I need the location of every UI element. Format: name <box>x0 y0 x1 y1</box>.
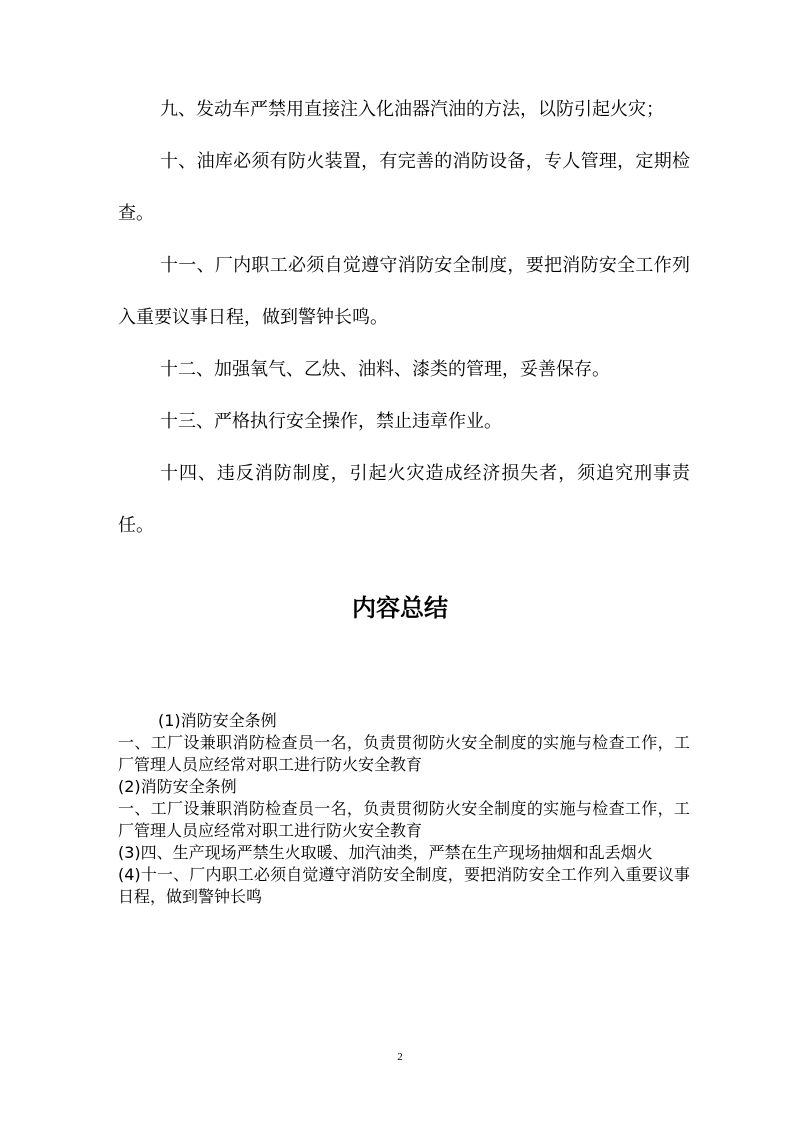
summary-item: (2)消防安全条例 <box>118 777 237 796</box>
summary-item: (1)消防安全条例 <box>158 711 277 730</box>
summary-item: 一、工厂设兼职消防检查员一名，负责贯彻防火安全制度的实施与检查工作，工厂管理人员应经常对职工进行防火安全教育 <box>118 733 690 774</box>
summary-item: 一、工厂设兼职消防检查员一名，负责贯彻防火安全制度的实施与检查工作，工厂管理人员应经常对职工进行防火安全教育 <box>118 799 690 840</box>
page-number: 2 <box>397 1051 403 1063</box>
rule-14: 十四、违反消防制度，引起火灾造成经济损失者，须追究刑事责任。 <box>118 463 690 536</box>
summary-item: (3)四、生产现场严禁生火取暖、加汽油类，严禁在生产现场抽烟和乱丢烟火 <box>118 843 653 862</box>
rule-12: 十二、加强氧气、乙炔、油料、漆类的管理，妥善保存。 <box>160 359 610 380</box>
summary-item: (4)十一、厂内职工必须自觉遵守消防安全制度，要把消防安全工作列入重要议事日程，做到警钟长鸣 <box>118 865 690 906</box>
rule-9: 九、发动车严禁用直接注入化油器汽油的方法，以防引起火灾； <box>160 99 664 120</box>
rule-11: 十一、厂内职工必须自觉遵守消防安全制度，要把消防安全工作列入重要议事日程，做到警钟长鸣。 <box>118 255 690 328</box>
rule-13: 十三、严格执行安全操作，禁止违章作业。 <box>160 411 502 432</box>
summary-title: 内容总结 <box>352 594 448 622</box>
rule-10: 十、油库必须有防火装置，有完善的消防设备，专人管理，定期检查。 <box>118 151 690 224</box>
summary-section <box>118 710 690 908</box>
